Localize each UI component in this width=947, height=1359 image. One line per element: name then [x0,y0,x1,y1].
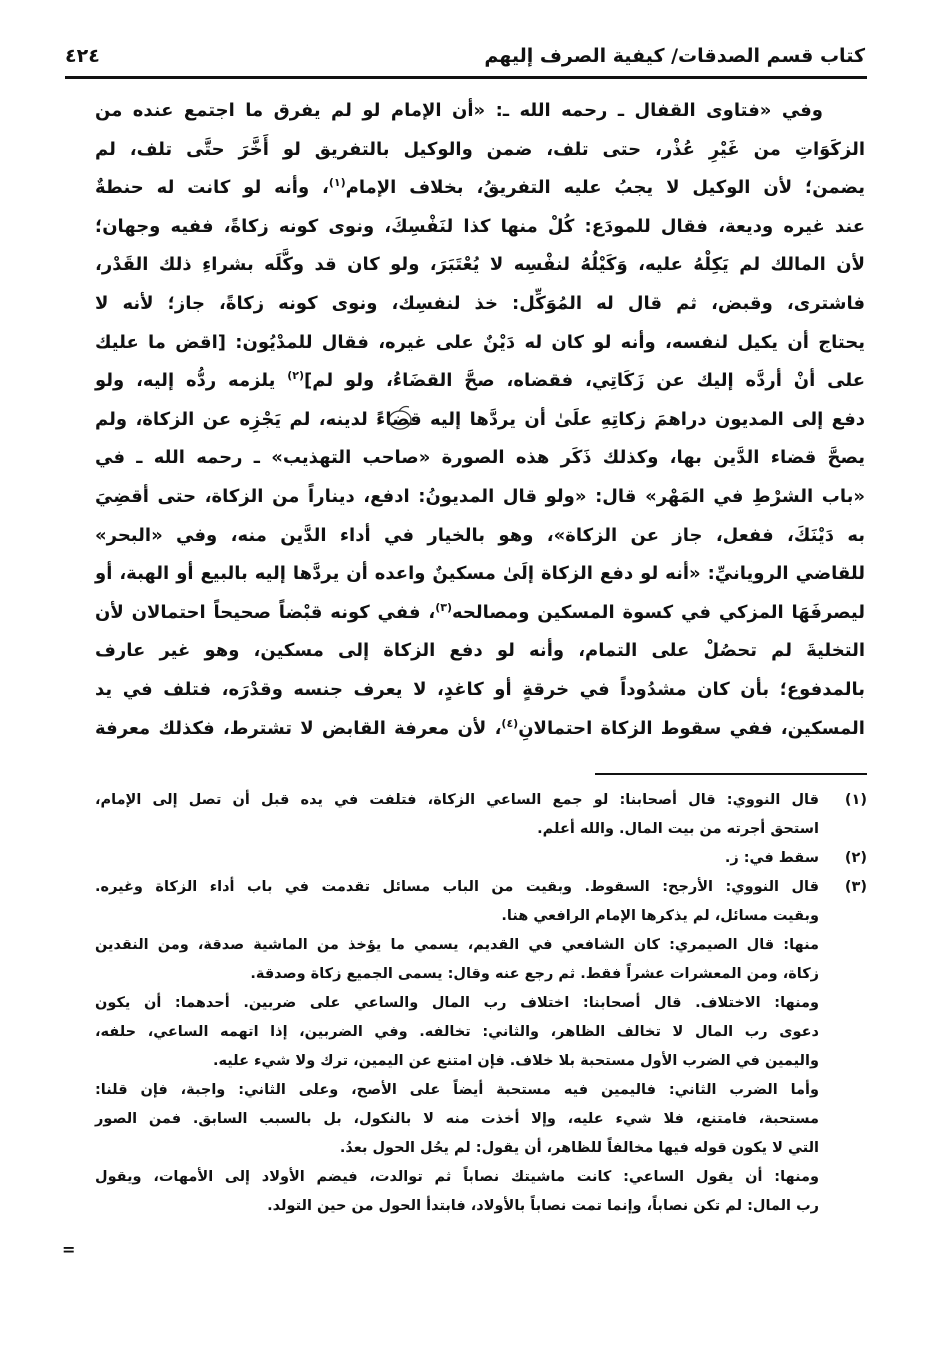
main-text [95,92,865,748]
text-line [95,671,865,710]
line-text: ، لأن معرفة القابض لا تشترط، فكذلك معرفة [95,717,502,739]
footnote-body [95,873,819,1221]
text-line [95,285,865,324]
line-text: عند غيره وديعة، فقال للمودَع: كُلْ منها كذا لنَفْسِكَ، ونوى كونه زكاةً، ففيه وجهان؛ [95,215,865,237]
text-line [95,439,865,478]
line-text: «باب الشرْطِ في المَهْر» قال: «ولو قال المديونُ: ادفع، ديناراً من الزكاة، حتى أقضِيَ [95,485,865,507]
footnote [95,844,867,873]
text-line [95,246,865,285]
footnote [95,786,867,844]
footnote-line: وأما الضرب الثاني: فاليمين فيه مستحبة أيضاً على الأصح، وعلى الثاني: واجبة، فإن قلنا: [95,1082,819,1098]
footnote-line: ومنها: أن يقول الساعي: كانت ماشيتك نصاباً ثم توالدت، فيضم الأولاد إلى الأمهات، ويقول [95,1169,819,1185]
line-text: بالمدفوع؛ بأن كان مشدُوداً في خرقةٍ أو كاغدٍ، لا يعرف جنسه وقدْرَه، فتلف في يد [95,678,865,700]
footnote-line: قال النووي: الأرجح: السقوط. وبقيت من الباب مسائل تقدمت في باب أداء الزكاة وغيره. [95,879,819,895]
line-text: الزكَوَاتِ من غَيْرِ عُذْر، حتى تلف، ضمن والوكيل بالتفريق لو أَخَّرَ حتَّى تلف، لم [95,138,865,160]
line-text: يصحَّ قضاء الدَّين بها، وكذلك ذَكَر هذه الصورة «صاحب التهذيب» ـ رحمه الله ـ في [95,447,865,469]
text-line [95,324,865,363]
page-number: ٤٢٤ [65,45,100,67]
line-text: التخليةَ لم تحصُلْ على التمام، وأنه لو دفع الزكاة إلى مسكين، وهو غير عارف [95,640,865,662]
footnote-line: زكاة، ومن المعشرات عشراً فقط. ثم رجع عنه وقال: يسمى الجميع زكاة وصدقة. [250,966,819,982]
footnote-marker: (٣) [435,600,452,614]
line-text: فاشترى، وقبض، ثم قال له المُوَكِّل: خذ لنفسِك، ونوى كونه زكاةً، جاز؛ لأنه لا [95,292,865,314]
line-text: ، وأنه لو كانت له حنطةٌ [95,177,329,199]
footnote-line: دعوى رب المال لا تخالف الظاهر، والثاني: تخالفه. وفي الضربين، إذا اتهمه الساعي، حلفه، [95,1024,819,1040]
footnote-marker: (١) [328,176,346,190]
footnote-line: واليمين في الضرب الأول مستحبة بلا خلاف. فإن امتنع عن اليمين، ترك ولا شيء عليه. [212,1053,819,1069]
text-line [95,92,865,131]
line-text: المسكين، ففي سقوط الزكاة احتمالانِ [518,717,865,739]
footnote-line: مستحبة، فامتنع، فلا شيء عليه، وإلا أخذت منه لا بالنكول، بل بالسبب السابق. فمن الصور [95,1111,819,1127]
footnote [95,873,867,1221]
header-rule [65,76,867,79]
text-line [95,478,865,517]
footnote-line: سقط في: ز. [724,850,819,866]
text-line [95,169,865,208]
footnote-marker: (٤) [501,716,519,730]
text-line [95,401,865,440]
text-line [95,632,865,671]
footnote-line: التي لا يكون قوله فيها مخالفاً للظاهر، أن يقول: لم يحُل الحول بعدُ. [339,1140,819,1156]
footnotes [95,786,867,1221]
line-text: يحتاج أن يكيل لنفسه، وأنه لو كان له دَيْنٌ على غيره، فقال للمدْيُون: [اقض ما عليك [95,331,865,353]
footnote-number: (٢) [844,850,867,866]
text-line [95,208,865,247]
continuation-mark: = [62,1240,76,1259]
text-line [95,517,865,556]
handwritten-circle-mark [385,405,415,431]
line-text: ليصرفَهَا المزكي في كسوة المسكين ومصالحه [451,601,865,623]
line-text: على أنْ أردَّه إليك عن زَكَاتِي، فقضاه، صحَّ القضَاءُ، ولو لم] [304,370,865,392]
line-text: ، ففي كونه قبْضاً صحيحاً احتمالان لأن [95,601,436,623]
text-line [95,710,865,749]
footnote-body [95,844,819,873]
footnote-marker: (٢) [287,369,305,383]
line-text: يضمن؛ لأن الوكيل لا يجبُ عليه التفريقُ، بخلاف الإمام [345,177,865,199]
footnote-line: رب المال: لم تكن نصاباً، وإنما تمت نصاباً بالأولاد، فابتدأ الحول من حين التولد. [267,1198,819,1214]
text-line [95,594,865,633]
footnote-body [95,786,819,844]
page-header [65,36,865,76]
line-text: يلزمه ردُّه إليه، ولو [95,370,288,392]
footnote-line: ومنها: الاختلاف. قال أصحابنا: اختلاف رب المال والساعي على ضربين. أحدهما: أن يكون [95,995,819,1011]
text-line [95,362,865,401]
running-title: كتاب قسم الصدقات/ كيفية الصرف إليهم [484,45,865,67]
text-line [95,555,865,594]
line-text: لأن المالك لم يَكِلْهُ عليه، وَكَيْلُهُ لنفْسِه لا يُعْتَبَرَ، ولو كان قد وكَّلَه بشراءِ ذلك القَدْر، [95,254,865,276]
line-text: للقاضي الرويانيِّ: «أنه لو دفع الزكاة إلَىٰ مسكينٌ واعده أن يردَّها إليه بالبيع أو الهبة، أو [95,563,865,585]
line-text: به دَيْنَكَ، ففعل، جاز عن الزكاة»، وهو بالخيار في أداء الدَّين منه، وفي «البحر» [95,524,865,546]
footnote-number: (١) [844,792,867,808]
footnote-line: استحق أجرته من بيت المال. والله أعلم. [537,821,819,837]
footnote-line: قال النووي: قال أصحابنا: لو جمع الساعي الزكاة، فتلفت في يده قبل أن تصل إلى الإمام، [95,792,819,808]
footnote-rule [595,773,867,775]
footnote-line: منها: قال الصيمري: كان الشافعي في القديم، يسمي ما يؤخذ من الماشية صدقة، ومن النقدين [95,937,819,953]
line-text: دفع إلى المديون دراهمَ زكاتِهِ علَىٰ أن يردَّها إليه قضاءً لدينه، لم يَجْزِه عن الزكاة، ولم [95,408,865,430]
footnote-number: (٣) [844,879,867,895]
footnote-line: وبقيت مسائل، لم يذكرها الإمام الرافعي هنا. [501,908,819,924]
text-line [95,131,865,170]
line-text: وفي «فتاوى القفال ـ رحمه الله ـ: «أن الإمام لو لم يفرق ما اجتمع عنده من [95,100,823,121]
